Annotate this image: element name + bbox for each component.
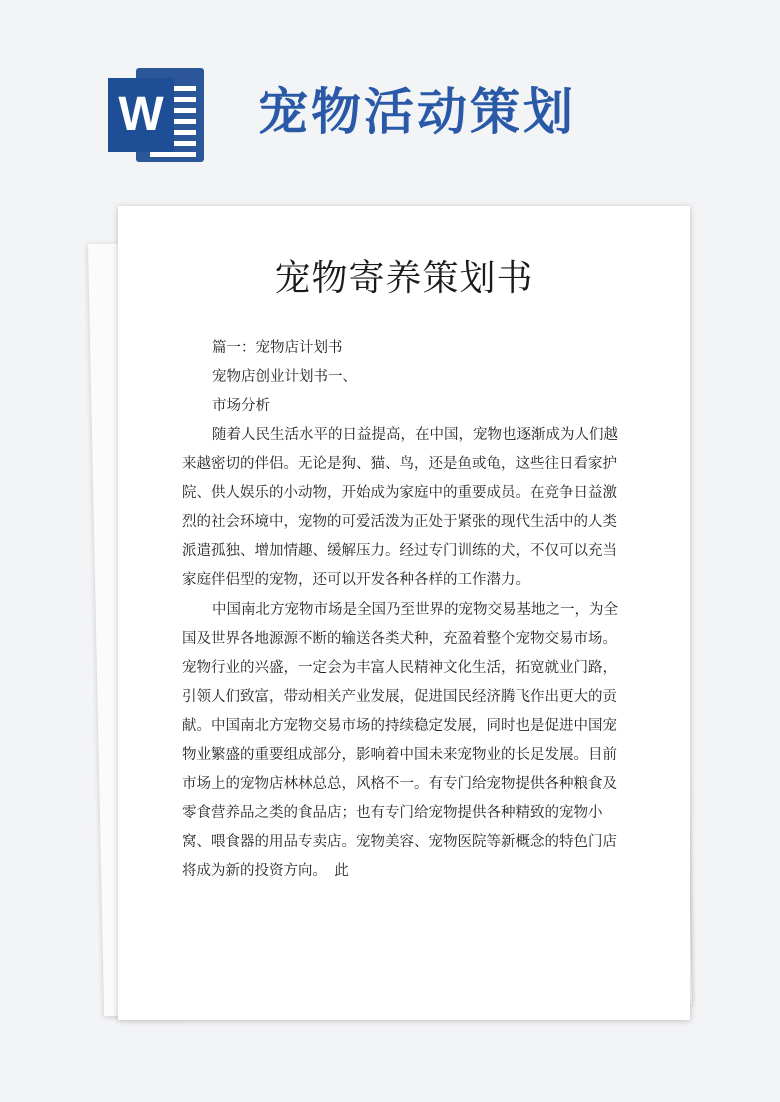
word-app-icon <box>108 68 208 164</box>
document-title: 宠物寄养策划书 <box>274 258 534 299</box>
paragraph-text: 中国南北方宠物市场是全国乃至世界的宠物交易基地之一，为全国及世界各地源源不断的输送各类犬种，充盈着整个宠物交易市场。宠物行业的兴盛，一定会为丰富人民精神文化生活，拓宽就业门路，引领人们致富，带动相关产业发展，促进国民经济腾飞作出更大的贡献。中国南北方宠物交易市场的持续稳定发展，同时也是促进中国宠物业繁盛的重要组成部分，影响着中国未来宠物业的长足发展。目前市场上的宠物店林林总总，风格不一。有专门给宠物提供各种粮食及零食营养品之类的食品店；也有专门给宠物提供各种精致的宠物小窝、喂食器的用品专卖店。宠物美容、宠物医院等新概念的特色门店将成为新的投资方向。 此 <box>182 601 618 880</box>
word-letter-badge: W <box>108 78 174 152</box>
section-heading: 篇一：宠物店计划书 <box>212 340 343 356</box>
subsection-heading: 市场分析 <box>212 398 270 414</box>
document-page <box>118 206 690 1020</box>
banner-title: 宠物活动策划 <box>258 82 576 141</box>
paragraph-text: 随着人民生活水平的日益提高，在中国，宠物也逐渐成为人们越来越密切的伴侣。无论是狗、猫、鸟，还是鱼或龟，这些往日看家护院、供人娱乐的小动物，开始成为家庭中的重要成员。在竞争日益激烈的社会环境中，宠物的可爱活泼为正处于紧张的现代生活中的人类派遣孤独、增加情趣、缓解压力。经过专门训练的犬，不仅可以充当家庭伴侣型的宠物，还可以开发各种各样的工作潜力。 <box>182 427 618 589</box>
subsection-heading: 宠物店创业计划书一、 <box>212 369 357 385</box>
document-body <box>182 334 630 887</box>
body-paragraph <box>182 421 630 596</box>
body-paragraph <box>182 596 630 887</box>
